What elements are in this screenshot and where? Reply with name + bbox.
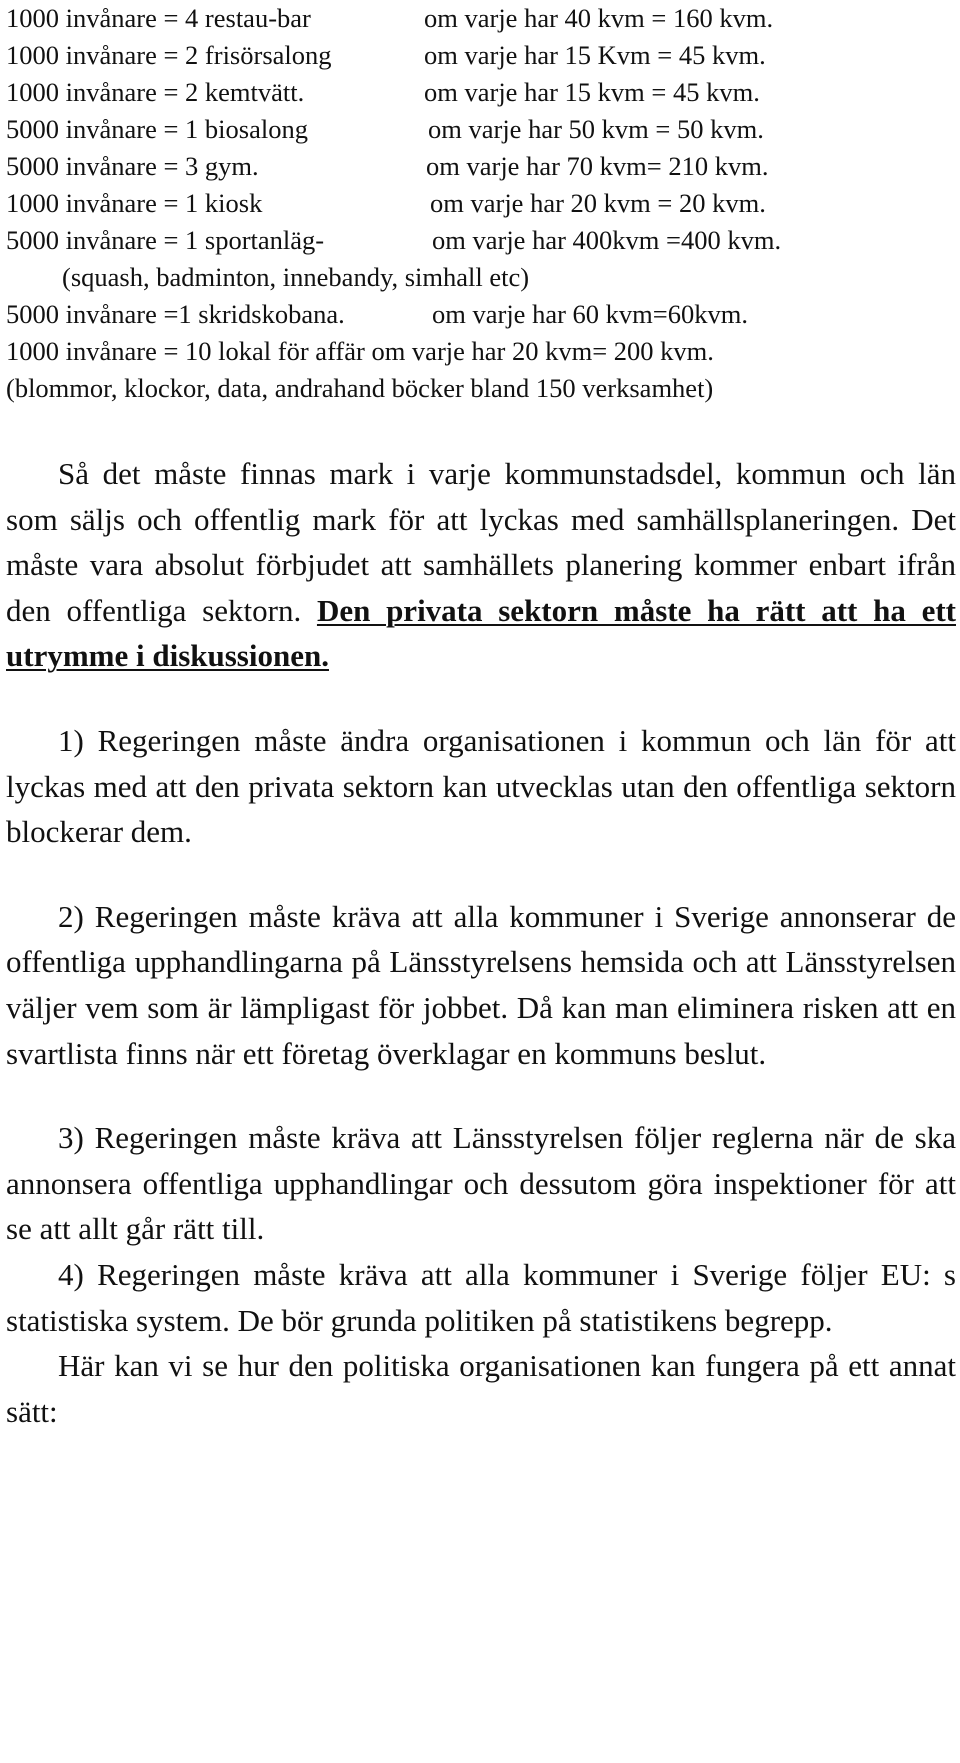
paragraph: 3) Regeringen måste kräva att Länsstyrelsen följer reglerna när de ska annonsera offentliga upphandlingar och dessutom göra inspektioner för att se att allt går rätt till. [6, 1120, 956, 1247]
list-row-label: 5000 invånare = 1 sportanläg- [6, 225, 325, 255]
capacity-list [6, 0, 956, 407]
list-row-label: 1000 invånare = 1 kiosk [6, 188, 263, 218]
list-row [6, 185, 956, 222]
list-row [6, 333, 956, 370]
list-row [6, 222, 956, 259]
list-row [6, 111, 956, 148]
list-row [6, 74, 956, 111]
list-row-value: om varje har 60 kvm=60kvm. [432, 299, 748, 329]
list-note: (squash, badminton, innebandy, simhall etc) [62, 262, 530, 292]
paragraph-text: Så det måste finnas mark i varje kommunstadsdel, kommun och län som säljs och offentlig mark för att lyckas med samhällsplaneringen. Det måste vara absolut förbjudet att samhällets planering kommer enbart ifrån den offentliga sektorn. [6, 456, 956, 628]
list-row-label: 1000 invånare = 4 restau-bar [6, 3, 311, 33]
list-row [6, 296, 956, 333]
list-row-label: 1000 invånare = 10 lokal för affär om varje har 20 kvm= 200 kvm. [6, 336, 714, 366]
list-row-label: 5000 invånare = 3 gym. [6, 151, 259, 181]
document-page [6, 0, 956, 1434]
list-row-value: om varje har 20 kvm = 20 kvm. [430, 188, 766, 218]
list-row-value: om varje har 15 kvm = 45 kvm. [424, 77, 760, 107]
list-row-label: 5000 invånare = 1 biosalong [6, 114, 308, 144]
list-row [6, 148, 956, 185]
paragraph: 2) Regeringen måste kräva att alla kommuner i Sverige annonserar de offentliga upphandlingarna på Länsstyrelsens hemsida och att Länsstyrelsen väljer vem som är lämpligast för jobbet. Då kan man eliminera risken att en svartlista finns när ett företag överklagar en kommuns beslut. [6, 898, 956, 1071]
list-row-value: om varje har 15 Kvm = 45 kvm. [424, 40, 766, 70]
paragraph [6, 451, 956, 679]
emphasis-text: Den privata sektorn måste ha rätt att ha ett utrymme i diskussionen. [6, 592, 956, 674]
paragraph: 4) Regeringen måste kräva att alla kommuner i Sverige följer EU: s statistiska system. De bör grunda politiken på statistikens begrepp. [6, 1256, 956, 1338]
body-text [6, 451, 956, 1434]
list-row-label: 1000 invånare = 2 kemtvätt. [6, 77, 305, 107]
paragraph: Här kan vi se hur den politiska organisationen kan fungera på ett annat sätt: [6, 1348, 956, 1429]
paragraph: 1) Regeringen måste ändra organisationen i kommun och län för att lyckas med att den privata sektorn kan utvecklas utan den offentliga sektorn blockerar dem. [6, 722, 956, 850]
list-row-label: 1000 invånare = 2 frisörsalong [6, 40, 332, 70]
list-note [6, 370, 956, 407]
list-row-value: om varje har 40 kvm = 160 kvm. [424, 3, 774, 33]
list-row-value: om varje har 70 kvm= 210 kvm. [426, 151, 769, 181]
list-row-label: 5000 invånare =1 skridskobana. [6, 299, 345, 329]
list-row-value: om varje har 400kvm =400 kvm. [432, 225, 782, 255]
list-row-value: om varje har 50 kvm = 50 kvm. [428, 114, 764, 144]
list-row [6, 37, 956, 74]
list-note-text: (blommor, klockor, data, andrahand böcker bland 150 verksamhet) [6, 373, 714, 403]
list-row [6, 0, 956, 37]
